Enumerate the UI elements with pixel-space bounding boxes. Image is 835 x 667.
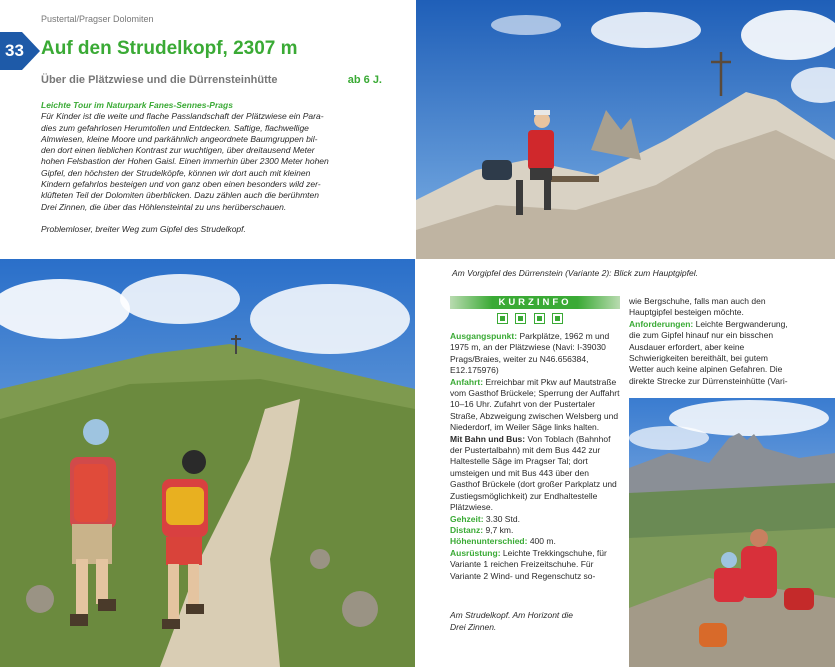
bus-icon <box>497 313 508 324</box>
summit-photo <box>416 0 835 259</box>
intro-heading: Leichte Tour im Naturpark Fanes-Sennes-Prags <box>41 100 233 110</box>
age-badge: ab 6 J. <box>347 74 382 86</box>
subtitle-text: Über die Plätzwiese und die Dürrensteinhütte <box>41 74 278 86</box>
info-gehzeit <box>450 514 620 525</box>
info-ausgangspunkt <box>450 331 620 377</box>
intro-line: Für Kinder ist die weite und flache Passlandschaft der Plätzwiese ein Para- <box>41 111 324 122</box>
intro-line: klüfteten Teil der Dolomiten überblicken. Dazu zählen auch die berühmten <box>41 190 319 201</box>
cabin-icon <box>534 313 545 324</box>
info-text: Leichte Trekkingschuhe, für Variante 1 reichen Freizeitschuhe. Für Variante 2 Wind- und Regenschutz so- <box>450 547 607 581</box>
info-anforderungen <box>629 319 791 387</box>
info-text: 400 m. <box>529 536 556 547</box>
intro-line: Almwiesen, kleine Moore und parkähnlich angeordnete Baumgruppen bil- <box>41 133 318 144</box>
intro-summary: Problemloser, breiter Weg zum Gipfel des Strudelkopf. <box>41 223 246 234</box>
tour-number: 33 <box>5 41 24 60</box>
kurzinfo-icons <box>497 313 566 325</box>
drei-zinnen-photo <box>629 398 835 667</box>
kurzinfo-heading-bar <box>450 296 620 309</box>
kurzinfo-column-1 <box>450 331 620 582</box>
region-label: Pustertal/Pragser Dolomiten <box>41 14 154 24</box>
intro-line: hohen Felsbastion der Hohen Gaisl. Einen immerhin über 2300 Meter hohen <box>41 156 329 167</box>
caption-line: Drei Zinnen. <box>450 621 497 632</box>
intro-line: Gipfel, den höchsten der Strudelköpfe, können wir dort auch mit kleinen <box>41 167 311 178</box>
info-label: Höhenunterschied: <box>450 536 528 547</box>
intro-text <box>41 100 382 235</box>
info-anfahrt <box>450 377 620 434</box>
photo-caption-bottom <box>450 610 620 633</box>
info-label: Mit Bahn und Bus: <box>450 433 526 444</box>
intro-line: den dort einen lieblichen Kontrast zur wuchtigen, über dreitausend Meter <box>41 145 315 156</box>
caption-line: Am Strudelkopf. Am Horizont die <box>450 610 573 620</box>
info-label: Anfahrt: <box>450 376 484 387</box>
info-bahn <box>450 434 620 514</box>
page-title: Auf den Strudelkopf, 2307 m <box>41 38 298 59</box>
tour-number-badge <box>0 32 40 70</box>
info-text: Von Toblach (Bahnhof der Pustertalbahn) mit dem Bus 442 zur Haltestelle Säge im Pragser Tal; dort umsteigen und mit Bus 443 über den Gasthof Brückele (dort großer Parkplatz und Zustiegsmöglichkeit) zur Endhaltestelle Plätzwiese. <box>450 433 617 513</box>
info-text: Erreichbar mit Pkw auf Mautstraße vom Gasthof Brückele; Sperrung der Auffahrt 10–16 Uhr. Zufahrt von der Pustertaler Straße, Abzweigung zwischen Welsberg und Niederdorf, im Weiler Säge links halten. <box>450 376 620 433</box>
info-label: Gehzeit: <box>450 513 484 524</box>
info-label: Distanz: <box>450 524 484 535</box>
info-continuation: wie Bergschuhe, falls man auch den Hauptgipfel besteigen möchte. <box>629 296 766 318</box>
info-label: Anforderungen: <box>629 318 694 329</box>
kurzinfo-column-2 <box>629 296 791 387</box>
intro-line: dies zum gefahrlosen Herumtollen und Entdecken. Saftige, flachwellige <box>41 122 309 133</box>
subtitle <box>41 74 382 86</box>
info-hoehenunterschied <box>450 536 620 547</box>
hiking-icon <box>515 313 526 324</box>
kurzinfo-heading: KURZINFO <box>498 297 572 308</box>
info-label: Ausrüstung: <box>450 547 501 558</box>
info-label: Ausgangspunkt: <box>450 331 518 341</box>
intro-line: Kindern gefahrlos besteigen und von ganz oben einen besonders wild zer- <box>41 179 321 190</box>
info-text: Parkplätze, 1962 m und 1975 m, an der Plätzwiese (Navi: I-39030 Prags/Braies, weiter zu N46.656384, E12.175976) <box>450 331 610 376</box>
photo-caption-top: Am Vorgipfel des Dürrenstein (Variante 2): Blick zum Hauptgipfel. <box>452 268 698 278</box>
hiking-children-photo <box>0 259 415 667</box>
intro-line: Drei Zinnen, die über das Höhlensteintal zu uns herüberschauen. <box>41 201 287 212</box>
info-distanz <box>450 525 620 536</box>
info-ausruestung <box>450 548 620 582</box>
info-text: Leichte Bergwanderung, die zum Gipfel hinauf nur ein bisschen Ausdauer erfordert, aber keine Schwierigkeiten bereithält, bei gutem Wetter auch keine alpinen Gefahren. Die direkte Strecke zur Dürrensteinhütte (Vari- <box>629 318 788 386</box>
info-text: 3.30 Std. <box>485 513 520 524</box>
parking-icon <box>552 313 563 324</box>
info-text: 9,7 km. <box>485 524 514 535</box>
